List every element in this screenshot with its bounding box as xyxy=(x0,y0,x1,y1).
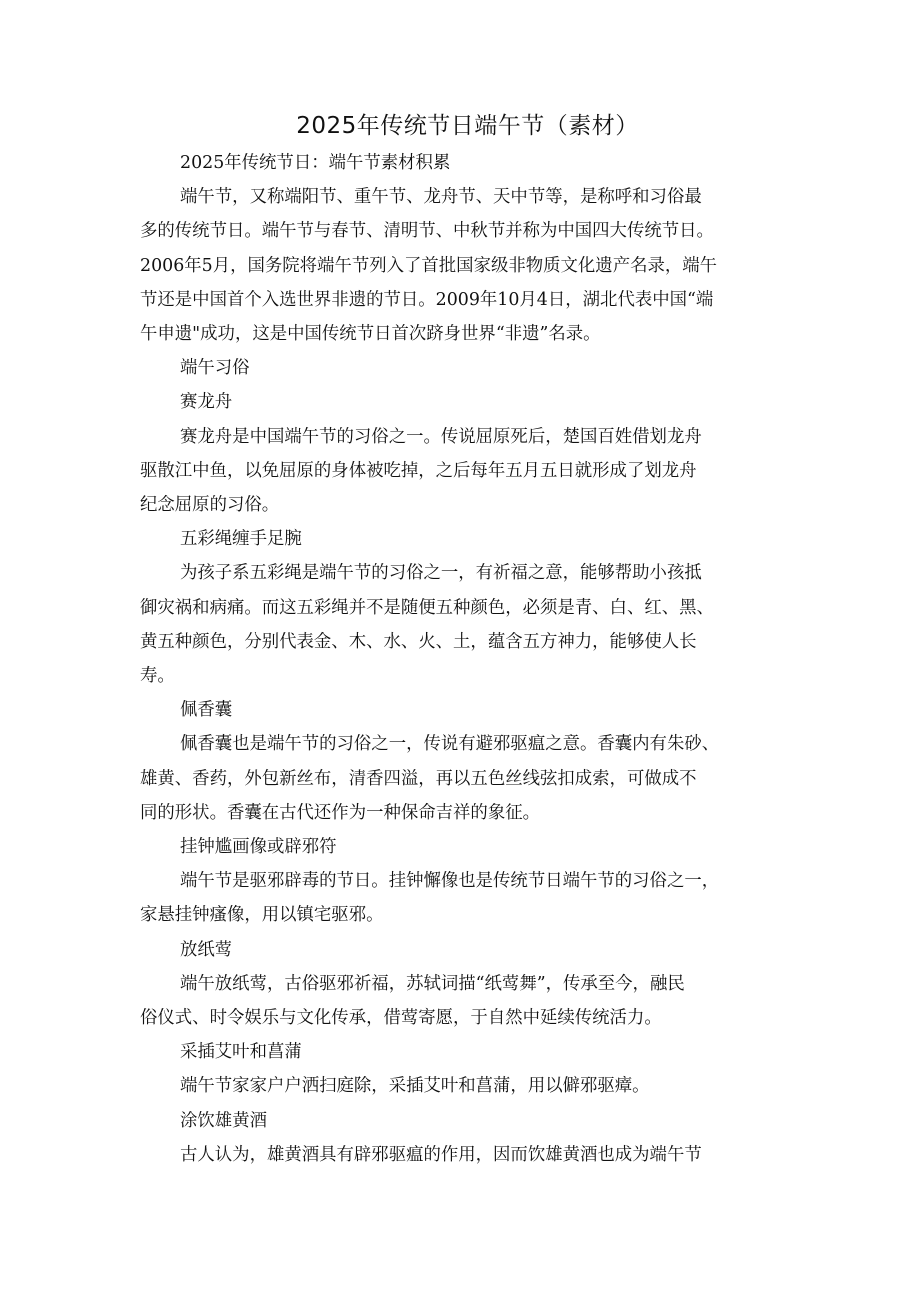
subsection-heading: 五彩绳缠手足腕 xyxy=(180,529,302,550)
document-subtitle: 2025年传统节日：端午节素材积累 xyxy=(180,153,451,173)
subsection-heading: 挂钟尴画像或辟邪符 xyxy=(180,837,337,858)
paragraph-line: 多的传统节日。端午节与春节、清明节、中秋节并称为中国四大传统节日。 xyxy=(140,221,714,242)
subsection-heading: 放纸莺 xyxy=(180,939,233,960)
paragraph-line: 古人认为，雄黄酒具有辟邪驱瘟的作用，因而饮雄黄酒也成为端午节 xyxy=(180,1144,702,1165)
paragraph-line: 为孩子系五彩绳是端午节的习俗之一，有祈福之意，能够帮助小孩抵 xyxy=(180,563,702,584)
subsection-heading: 赛龙舟 xyxy=(180,392,233,413)
paragraph-line: 黄五种颜色，分别代表金、木、水、火、土，蕴含五方神力，能够使人长 xyxy=(140,631,697,652)
paragraph-line: 端午放纸莺，古俗驱邪祈福，苏轼词描“纸莺舞”，传承至今，融民 xyxy=(180,973,685,994)
paragraph-line: 俗仪式、时令娱乐与文化传承，借莺寄愿，于自然中延续传统活力。 xyxy=(140,1008,662,1029)
document-body xyxy=(140,146,795,1172)
subsection-heading: 涂饮雄黄酒 xyxy=(180,1110,267,1131)
paragraph-line: 2006年5月，国务院将端午节列入了首批国家级非物质文化遗产名录，端午 xyxy=(140,255,718,276)
paragraph-line: 端午节，又称端阳节、重午节、龙舟节、天中节等，是称呼和习俗最 xyxy=(180,187,702,208)
paragraph-line: 端午节家家户户洒扫庭除，采插艾叶和菖蒲，用以僻邪驱瘴。 xyxy=(180,1076,650,1097)
subsection-heading: 佩香囊 xyxy=(180,700,233,721)
document-title: 2025年传统节日端午节（素材） xyxy=(296,113,639,139)
paragraph-line: 端午节是驱邪辟毒的节日。挂钟懈像也是传统节日端午节的习俗之一， xyxy=(180,871,720,892)
paragraph-line: 驱散江中鱼，以免屈原的身体被吃掉，之后每年五月五日就形成了划龙舟 xyxy=(140,460,697,481)
paragraph-line: 赛龙舟是中国端午节的习俗之一。传说屈原死后，楚国百姓借划龙舟 xyxy=(180,426,702,447)
paragraph-line: 佩香囊也是端午节的习俗之一，传说有避邪驱瘟之意。香囊内有朱砂、 xyxy=(180,734,720,755)
paragraph-line: 节还是中国首个入选世界非遗的节日。2009年10月4日，湖北代表中国“端 xyxy=(140,289,714,310)
paragraph-line: 同的形状。香囊在古代还作为一种保命吉祥的象征。 xyxy=(140,802,540,823)
paragraph-line: 雄黄、香药，外包新丝布，清香四溢，再以五色丝线弦扣成索，可做成不 xyxy=(140,768,697,789)
paragraph-line: 寿。 xyxy=(140,666,175,687)
paragraph-line: 纪念屈原的习俗。 xyxy=(140,495,280,516)
section-heading: 端午习俗 xyxy=(180,358,250,379)
paragraph-line: 御灾祸和病痛。而这五彩绳并不是随便五种颜色，必须是青、白、红、黑、 xyxy=(140,597,714,618)
document-page xyxy=(140,0,795,1172)
subsection-heading: 采插艾叶和菖蒲 xyxy=(180,1042,302,1063)
paragraph-line: 家悬挂钟瘙像，用以镇宅驱邪。 xyxy=(140,905,384,926)
paragraph-line: 午申遗"成功，这是中国传统节日首次跻身世界“非遗”名录。 xyxy=(140,324,601,345)
